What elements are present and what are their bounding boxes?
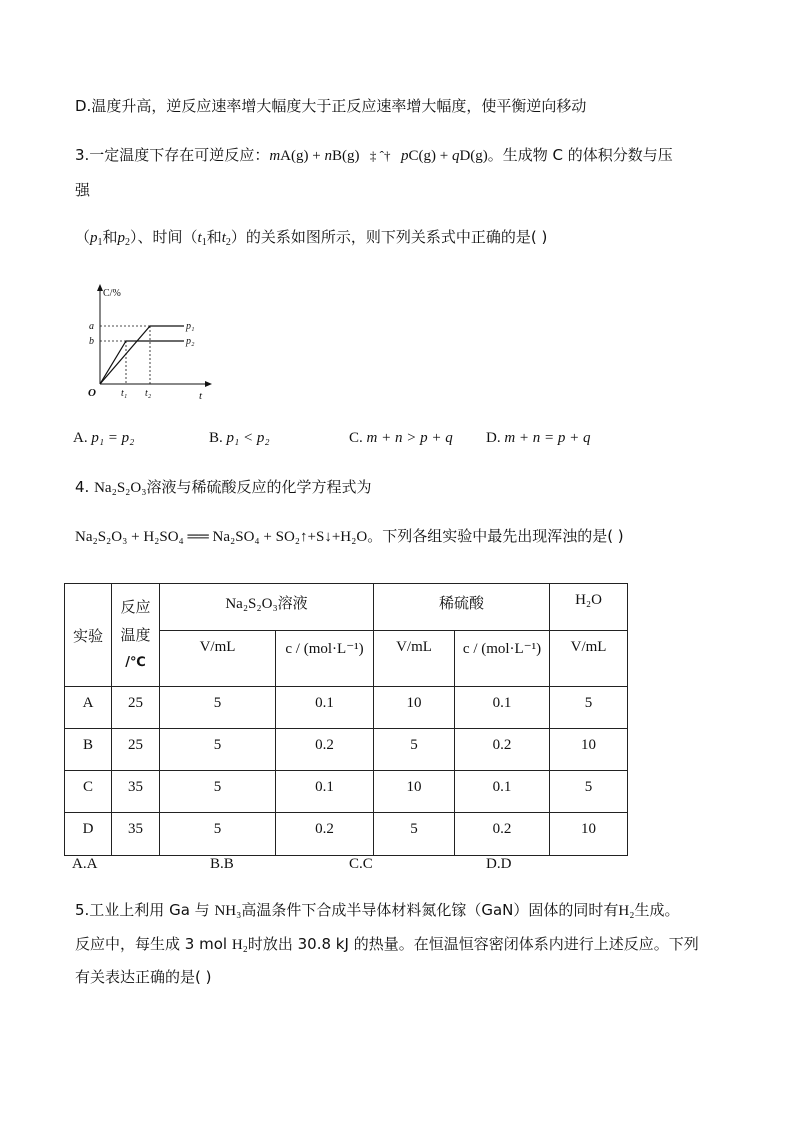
q4-option-a[interactable]: A.A [72,856,98,872]
y-axis-label: C/% [103,288,121,299]
experiment-table [64,583,628,856]
x-mark-t2: t₂ [145,388,152,399]
q3-option-b[interactable]: B. p₁ < p₂ [209,430,270,446]
header-volume-na: V/mL [160,631,276,687]
q4-option-d[interactable]: D.D [486,856,512,872]
cell-c-acid: 0.1 [455,687,550,729]
question5-line1: 5.工业上利用 Ga 与 NH₃高温条件下合成半导体材料氮化镓（GaN）固体的同时有H₂生成。 [75,901,680,919]
q3-option-d[interactable]: D. m + n = p + q [486,430,591,446]
header-temperature: 反应 温度 /℃ [112,584,160,687]
q3-option-c[interactable]: C. m + n > p + q [349,430,453,446]
curve-p1 [100,326,184,384]
question5-line3: 有关表达正确的是( ) [75,968,212,986]
cell-v-water: 10 [550,813,628,856]
series-label-p1: p₁ [186,321,195,332]
question2-option-d: D.温度升高，逆反应速率增大幅度大于正反应速率增大幅度，使平衡逆向移动 [75,97,587,115]
cell-v-water: 5 [550,771,628,813]
cell-exp: D [65,813,112,856]
q3-option-a[interactable]: A. p₁ = p₂ [73,430,135,446]
x-axis-arrow-icon [205,381,212,387]
x-mark-t1: t₁ [121,388,128,399]
cell-temp: 25 [112,687,160,729]
header-na2s2o3: Na₂S₂O₃溶液 [160,584,374,631]
cell-temp: 35 [112,771,160,813]
cell-exp: C [65,771,112,813]
y-mark-a: a [89,321,94,332]
curve-p2 [100,341,184,384]
reaction-equation: mA(g) + nB(g) ‡ ˆ† pC(g) + qD(g) [269,148,488,164]
y-mark-b: b [89,336,94,347]
series-label-p2: p₂ [186,336,195,347]
reversible-arrow-icon: ‡ ˆ† [369,148,391,163]
header-experiment: 实验 [65,584,112,687]
cell-v-acid: 5 [374,813,455,856]
q4-option-c[interactable]: C.C [349,856,373,872]
table-row [65,729,628,771]
cell-v-na: 5 [160,729,276,771]
question3-stem-line3: （$p_1$和$p_2$）、时间（$t_1$和$t_2$）的关系如图所示，则下列关系式中正确的是( ) [75,228,548,248]
cell-exp: A [65,687,112,729]
question3-stem-line2: 强 [75,181,91,199]
question5-line2: 反应中，每生成 3 mol H₂时放出 30.8 kJ 的热量。在恒温恒容密闭体系内进行上述反应。下列 [75,935,699,953]
cell-v-na: 5 [160,813,276,856]
cell-v-na: 5 [160,771,276,813]
cell-exp: B [65,729,112,771]
cell-v-acid: 5 [374,729,455,771]
question4-equation-line: Na₂S₂O₃ + H₂SO₄ ══ Na₂SO₄ + SO₂↑+S↓+H₂O。下列各组实验中最先出现浑浊的是( ) [75,527,624,545]
cell-temp: 25 [112,729,160,771]
pressure-time-chart [80,282,220,404]
cell-c-acid: 0.2 [455,813,550,856]
question3-prefix: 3.一定温度下存在可逆反应： [75,146,270,164]
header-water: H₂O [550,584,628,631]
cell-v-water: 5 [550,687,628,729]
cell-v-acid: 10 [374,771,455,813]
cell-temp: 35 [112,813,160,856]
header-conc-acid: c / (mol·L⁻¹) [455,631,550,687]
cell-c-na: 0.1 [276,771,374,813]
header-volume-acid: V/mL [374,631,455,687]
table-row [65,687,628,729]
header-conc-na: c / (mol·L⁻¹) [276,631,374,687]
cell-v-acid: 10 [374,687,455,729]
x-axis-label: t [199,390,203,402]
cell-v-water: 10 [550,729,628,771]
cell-c-acid: 0.1 [455,771,550,813]
cell-c-na: 0.1 [276,687,374,729]
origin-label: O [88,387,96,399]
cell-c-na: 0.2 [276,813,374,856]
chemical-equation: Na₂S₂O₃ + H₂SO₄ ══ Na₂SO₄ + SO₂↑+S↓+H₂O [75,529,368,545]
table-row [65,771,628,813]
cell-c-na: 0.2 [276,729,374,771]
table-row [65,813,628,856]
header-sulfuric-acid: 稀硫酸 [374,584,550,631]
cell-c-acid: 0.2 [455,729,550,771]
cell-v-na: 5 [160,687,276,729]
question4-intro: 4. Na₂S₂O₃溶液与稀硫酸反应的化学方程式为 [75,478,372,496]
question3-suffix: 。生成物 C 的体积分数与压 [487,146,673,164]
header-volume-water: V/mL [550,631,628,687]
question3-stem-line1 [75,144,673,165]
q4-option-b[interactable]: B.B [210,856,234,872]
